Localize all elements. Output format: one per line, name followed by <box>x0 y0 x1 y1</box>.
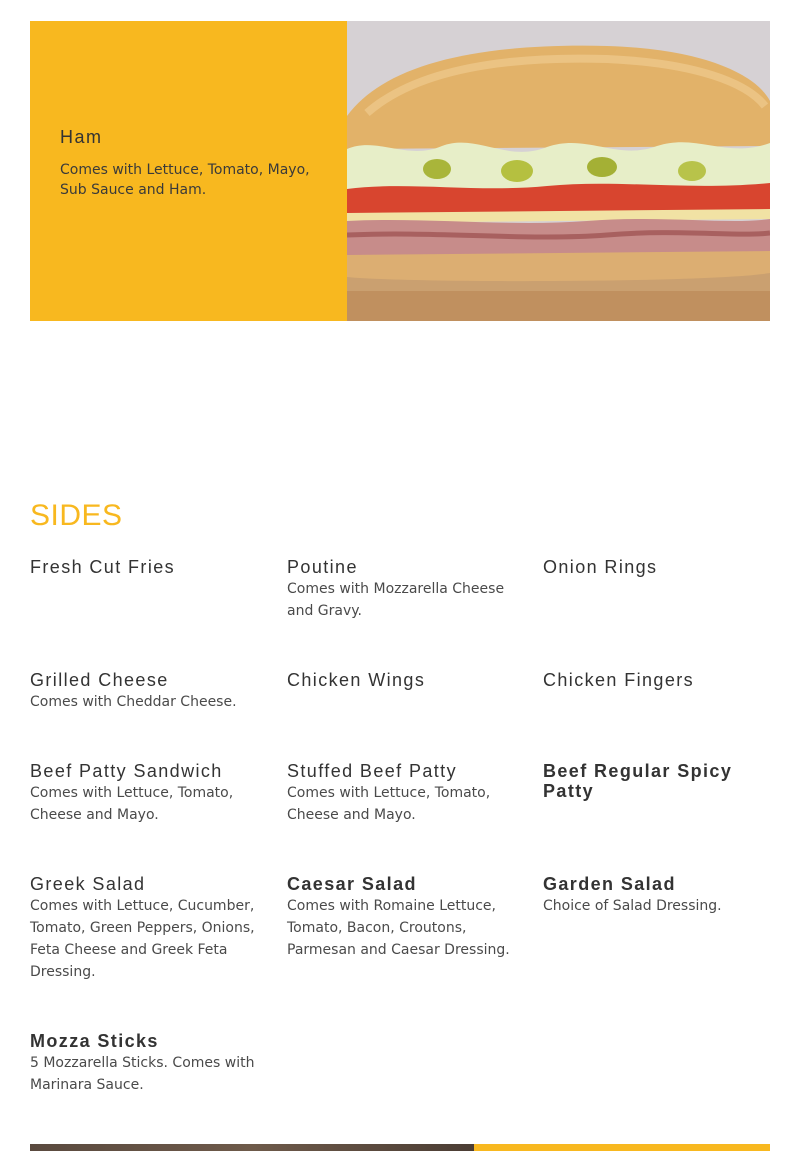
menu-item-name: Greek Salad <box>30 874 146 894</box>
next-feature-image <box>30 1144 474 1151</box>
menu-item <box>543 670 771 691</box>
menu-item-name: Caesar Salad <box>287 874 417 894</box>
menu-item-name: Onion Rings <box>543 557 658 577</box>
menu-item-name: Grilled Cheese <box>30 670 169 690</box>
featured-item-card <box>30 21 770 321</box>
menu-item <box>543 761 771 802</box>
menu-item <box>287 874 515 961</box>
menu-item <box>543 557 771 578</box>
menu-item-description: Comes with Cheddar Cheese. <box>30 694 237 710</box>
menu-item-name: Beef Regular Spicy Patty <box>543 761 733 801</box>
menu-item-name: Beef Patty Sandwich <box>30 761 223 781</box>
menu-item-name: Chicken Wings <box>287 670 426 690</box>
menu-item-name: Garden Salad <box>543 874 676 894</box>
sides-section-title: SIDES <box>30 499 123 532</box>
menu-item-name: Mozza Sticks <box>30 1031 159 1051</box>
sandwich-illustration <box>347 21 770 321</box>
menu-item <box>543 874 771 917</box>
menu-item-description: Comes with Mozzarella Cheese and Gravy. <box>287 581 505 619</box>
menu-item-name: Poutine <box>287 557 358 577</box>
menu-item <box>287 670 515 691</box>
featured-item-description: Comes with Lettuce, Tomato, Mayo, Sub Sauce and Ham. <box>60 162 310 198</box>
menu-item-description: Comes with Lettuce, Cucumber, Tomato, Green Peppers, Onions, Feta Cheese and Greek Feta Dressing. <box>30 898 255 980</box>
menu-item <box>30 1031 258 1096</box>
menu-item-description: 5 Mozzarella Sticks. Comes with Marinara Sauce. <box>30 1055 255 1093</box>
menu-item-description: Comes with Romaine Lettuce, Tomato, Bacon, Croutons, Parmesan and Caesar Dressing. <box>287 898 510 958</box>
menu-item <box>287 761 515 826</box>
sandwich-image <box>347 21 770 321</box>
menu-item-name: Stuffed Beef Patty <box>287 761 457 781</box>
next-feature-color-panel <box>474 1144 770 1151</box>
menu-item <box>30 761 258 826</box>
menu-item <box>30 670 258 713</box>
menu-item-description: Comes with Lettuce, Tomato, Cheese and Mayo. <box>30 785 234 823</box>
menu-item-name: Chicken Fingers <box>543 670 695 690</box>
menu-item <box>30 874 258 983</box>
menu-item-description: Choice of Salad Dressing. <box>543 898 722 914</box>
featured-item-title: Ham <box>60 127 103 147</box>
menu-item-name: Fresh Cut Fries <box>30 557 176 577</box>
menu-item <box>30 557 258 578</box>
next-feature-card-edge <box>30 1144 770 1151</box>
featured-item-text-panel <box>30 21 347 321</box>
menu-item <box>287 557 515 622</box>
menu-item-description: Comes with Lettuce, Tomato, Cheese and Mayo. <box>287 785 491 823</box>
